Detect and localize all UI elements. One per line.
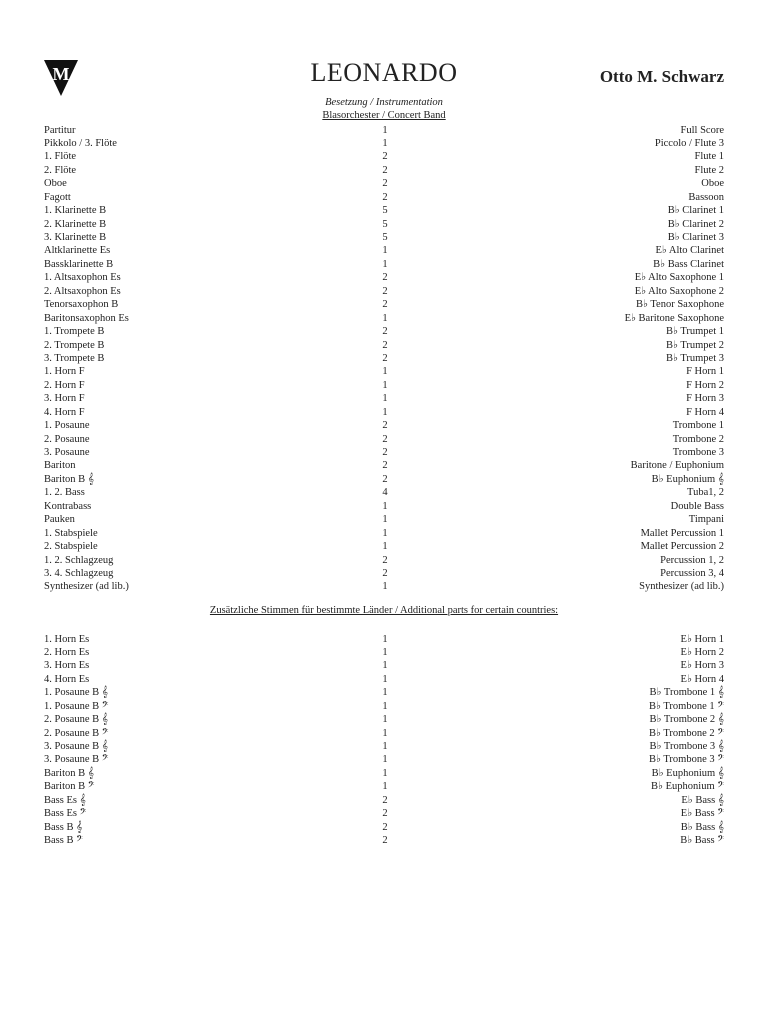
part-name-german: 1. Klarinette B	[44, 205, 107, 217]
part-quantity: 1	[382, 727, 388, 739]
part-quantity: 1	[382, 646, 388, 658]
part-name-english: B♭ Trumpet 2	[665, 339, 724, 351]
part-quantity: 1	[382, 781, 388, 793]
part-row	[44, 567, 724, 580]
part-name-german: 2. Horn Es	[44, 646, 90, 658]
part-row	[44, 834, 724, 847]
part-name-german: Bariton B 𝄢	[44, 781, 95, 793]
part-row	[44, 459, 724, 472]
part-row	[44, 554, 724, 567]
part-name-german: 1. Horn Es	[44, 633, 90, 645]
part-name-german: Tenorsaxophon B	[44, 299, 119, 311]
part-row	[44, 244, 724, 257]
part-name-english: Timpani	[688, 514, 724, 526]
part-row	[44, 794, 724, 807]
part-row	[44, 713, 724, 726]
part-row	[44, 646, 724, 659]
part-row	[44, 150, 724, 163]
part-name-german: Baritonsaxophon Es	[44, 312, 129, 324]
part-name-german: 2. Trompete B	[44, 339, 105, 351]
part-name-english: Oboe	[701, 178, 724, 190]
part-quantity: 5	[382, 205, 388, 217]
part-name-english: F Horn 3	[686, 393, 724, 405]
part-quantity: 2	[382, 299, 388, 311]
part-name-english: Bassoon	[688, 191, 724, 203]
part-name-german: 1. Posaune	[44, 420, 90, 432]
part-quantity: 1	[382, 245, 388, 257]
part-quantity: 1	[382, 633, 388, 645]
part-row	[44, 513, 724, 526]
ensemble-label: Blasorchester / Concert Band	[322, 110, 446, 121]
part-quantity: 5	[382, 218, 388, 230]
part-name-german: Fagott	[44, 191, 71, 203]
part-name-german: Oboe	[44, 178, 67, 190]
part-quantity: 2	[382, 808, 388, 820]
part-name-german: 2. Posaune B 𝄞	[44, 714, 108, 726]
part-quantity: 4	[382, 487, 388, 499]
part-quantity: 1	[382, 660, 388, 672]
part-quantity: 2	[382, 352, 388, 364]
part-name-english: B♭ Trombone 2 𝄢	[648, 727, 724, 739]
part-quantity: 1	[382, 500, 388, 512]
part-name-english: B♭ Euphonium 𝄢	[651, 781, 724, 793]
part-row	[44, 392, 724, 405]
part-row	[44, 580, 724, 593]
part-name-german: 3. Posaune	[44, 447, 90, 458]
part-row	[44, 419, 724, 432]
part-row	[44, 527, 724, 540]
part-quantity: 1	[382, 581, 388, 593]
part-quantity: 1	[382, 741, 388, 752]
part-name-german: Pauken	[44, 514, 75, 526]
part-quantity: 2	[382, 151, 388, 163]
part-name-english: Trombone 1	[672, 420, 724, 432]
composer-name: Otto M. Schwarz	[599, 67, 724, 86]
part-quantity: 1	[382, 406, 388, 418]
part-name-german: Bariton	[44, 460, 76, 472]
part-row	[44, 446, 724, 459]
part-quantity: 2	[382, 554, 388, 566]
part-quantity: 2	[382, 272, 388, 284]
part-quantity: 2	[382, 164, 388, 176]
part-quantity: 1	[382, 541, 388, 553]
part-quantity: 2	[382, 794, 388, 806]
part-row	[44, 780, 724, 793]
part-quantity: 1	[382, 258, 388, 270]
part-quantity: 1	[382, 767, 388, 779]
part-name-german: 1. Altsaxophon Es	[44, 272, 121, 284]
part-name-german: Kontrabass	[44, 500, 92, 512]
part-name-german: 3. Horn Es	[44, 660, 90, 672]
part-name-german: Bass Es 𝄞	[44, 794, 86, 806]
part-row	[44, 137, 724, 150]
part-name-german: 4. Horn Es	[44, 673, 90, 685]
part-row	[44, 271, 724, 284]
part-row	[44, 258, 724, 271]
part-row	[44, 339, 724, 352]
part-quantity: 2	[382, 447, 388, 458]
part-quantity: 2	[382, 473, 388, 485]
part-name-english: Trombone 2	[672, 433, 724, 445]
part-name-english: Percussion 3, 4	[660, 567, 724, 579]
part-quantity: 1	[382, 527, 388, 539]
part-name-german: 3. Klarinette B	[44, 232, 107, 243]
part-name-english: E♭ Alto Clarinet	[655, 245, 724, 257]
part-name-german: Partitur	[44, 124, 76, 136]
part-quantity: 1	[382, 514, 388, 526]
part-name-german: 2. Posaune B 𝄢	[44, 727, 109, 739]
part-row	[44, 204, 724, 217]
part-row	[44, 807, 724, 820]
part-row	[44, 325, 724, 338]
part-row	[44, 821, 724, 834]
part-name-german: Bassklarinette B	[44, 258, 114, 270]
part-row	[44, 753, 724, 766]
part-quantity: 1	[382, 673, 388, 685]
part-name-english: Trombone 3	[672, 447, 724, 458]
part-row	[44, 767, 724, 780]
part-quantity: 1	[382, 124, 388, 136]
part-name-english: Synthesizer (ad lib.)	[639, 581, 724, 593]
part-name-german: 1. Horn F	[44, 366, 85, 378]
part-quantity: 1	[382, 687, 388, 699]
part-quantity: 1	[382, 137, 388, 149]
part-name-english: Flute 2	[694, 164, 724, 176]
part-row	[44, 433, 724, 446]
part-row	[44, 740, 724, 753]
part-name-german: 3. Posaune B 𝄞	[44, 741, 108, 752]
part-quantity: 2	[382, 821, 388, 833]
part-name-english: Baritone / Euphonium	[630, 460, 724, 472]
part-name-english: E♭ Horn 1	[680, 633, 724, 645]
part-name-german: 2. Stabspiele	[44, 541, 98, 553]
part-name-english: Mallet Percussion 2	[640, 541, 724, 553]
part-quantity: 5	[382, 232, 388, 243]
part-name-german: Bass B 𝄢	[44, 835, 83, 847]
additional-parts-table	[44, 633, 724, 848]
part-row	[44, 124, 724, 137]
part-quantity: 1	[382, 754, 388, 766]
part-name-english: B♭ Trumpet 3	[665, 352, 724, 364]
part-name-german: Bass B 𝄞	[44, 821, 83, 833]
part-name-english: E♭ Horn 4	[680, 673, 724, 685]
part-row	[44, 285, 724, 298]
part-name-german: Bariton B 𝄞	[44, 767, 94, 779]
part-row	[44, 700, 724, 713]
svg-text:M: M	[52, 64, 70, 84]
part-name-german: 1. Trompete B	[44, 326, 105, 338]
part-name-english: E♭ Horn 3	[680, 660, 724, 672]
part-name-german: 1. Flöte	[44, 151, 77, 163]
part-quantity: 2	[382, 835, 388, 847]
part-name-english: E♭ Bass 𝄞	[681, 794, 724, 806]
part-name-english: B♭ Bass Clarinet	[653, 258, 724, 270]
part-row	[44, 633, 724, 646]
part-quantity: 2	[382, 460, 388, 472]
part-row	[44, 379, 724, 392]
part-name-english: B♭ Euphonium 𝄞	[651, 767, 724, 779]
part-name-english: E♭ Bass 𝄢	[680, 808, 724, 820]
part-row	[44, 500, 724, 513]
part-name-english: B♭ Clarinet 1	[667, 205, 724, 217]
part-row	[44, 312, 724, 325]
part-name-english: B♭ Trombone 3 𝄢	[648, 754, 724, 766]
part-quantity: 2	[382, 420, 388, 432]
part-quantity: 1	[382, 714, 388, 726]
part-quantity: 2	[382, 285, 388, 297]
part-name-english: B♭ Tenor Saxophone	[635, 299, 724, 311]
part-name-english: B♭ Euphonium 𝄞	[651, 473, 724, 485]
part-name-german: 3. Posaune B 𝄢	[44, 754, 109, 766]
part-name-german: Bass Es 𝄢	[44, 808, 87, 820]
part-row	[44, 673, 724, 686]
part-name-english: B♭ Bass 𝄢	[680, 835, 724, 847]
part-name-german: 3. Horn F	[44, 393, 85, 405]
part-name-german: 2. Horn F	[44, 379, 85, 391]
part-row	[44, 231, 724, 244]
part-quantity: 1	[382, 379, 388, 391]
part-name-german: 2. Klarinette B	[44, 218, 107, 230]
instrumentation-label: Besetzung / Instrumentation	[325, 97, 443, 108]
part-row	[44, 365, 724, 378]
part-quantity: 2	[382, 191, 388, 203]
main-parts-table	[44, 124, 724, 594]
part-row	[44, 164, 724, 177]
part-row	[44, 540, 724, 553]
part-name-english: B♭ Clarinet 2	[667, 218, 724, 230]
part-name-german: 2. Posaune	[44, 433, 90, 445]
part-quantity: 1	[382, 393, 388, 405]
part-name-german: 2. Altsaxophon Es	[44, 285, 121, 297]
part-name-german: 3. Trompete B	[44, 352, 105, 364]
part-name-german: 2. Flöte	[44, 164, 77, 176]
part-name-german: Synthesizer (ad lib.)	[44, 581, 129, 593]
part-quantity: 1	[382, 312, 388, 324]
part-name-english: Percussion 1, 2	[660, 554, 724, 566]
part-name-english: B♭ Trombone 1 𝄢	[648, 700, 724, 712]
part-name-german: 4. Horn F	[44, 406, 85, 418]
part-quantity: 2	[382, 567, 388, 579]
part-quantity: 2	[382, 339, 388, 351]
part-name-english: E♭ Baritone Saxophone	[624, 312, 724, 324]
part-name-english: Flute 1	[694, 151, 724, 163]
part-row	[44, 486, 724, 499]
part-name-german: 1. Stabspiele	[44, 527, 98, 539]
part-row	[44, 218, 724, 231]
part-name-english: E♭ Alto Saxophone 2	[634, 285, 724, 297]
part-row	[44, 352, 724, 365]
part-name-english: Double Bass	[670, 500, 724, 512]
part-name-german: 1. Posaune B 𝄢	[44, 700, 109, 712]
piece-title: LEONARDO	[310, 58, 458, 87]
part-name-english: E♭ Horn 2	[680, 646, 724, 658]
part-quantity: 2	[382, 326, 388, 338]
part-name-german: Pikkolo / 3. Flöte	[44, 137, 117, 149]
part-row	[44, 406, 724, 419]
part-quantity: 1	[382, 700, 388, 712]
part-name-english: F Horn 4	[686, 406, 724, 418]
part-row	[44, 473, 724, 486]
part-name-english: B♭ Trombone 2 𝄞	[649, 714, 724, 726]
part-name-german: 1. 2. Schlagzeug	[44, 554, 114, 566]
part-row	[44, 298, 724, 311]
part-name-german: Altklarinette Es	[44, 245, 111, 257]
part-name-english: Piccolo / Flute 3	[654, 137, 724, 149]
part-name-english: E♭ Alto Saxophone 1	[634, 272, 724, 284]
part-row	[44, 659, 724, 672]
part-row	[44, 727, 724, 740]
part-quantity: 1	[382, 366, 388, 378]
part-name-english: B♭ Bass 𝄞	[680, 821, 724, 833]
part-name-english: Full Score	[680, 124, 724, 136]
additional-parts-heading: Zusätzliche Stimmen für bestimmte Länder / Additional parts for certain countries:	[209, 605, 559, 616]
part-row	[44, 686, 724, 699]
part-name-english: F Horn 2	[686, 379, 724, 391]
part-quantity: 2	[382, 178, 388, 190]
part-name-english: Mallet Percussion 1	[640, 527, 724, 539]
part-name-english: B♭ Trombone 3 𝄞	[649, 741, 724, 752]
part-row	[44, 177, 724, 190]
part-name-german: Bariton B 𝄞	[44, 473, 94, 485]
part-name-english: F Horn 1	[686, 366, 724, 378]
part-name-german: 1. Posaune B 𝄞	[44, 687, 108, 699]
part-name-german: 3. 4. Schlagzeug	[44, 567, 114, 579]
part-row	[44, 191, 724, 204]
part-name-english: B♭ Clarinet 3	[667, 232, 724, 243]
part-name-german: 1. 2. Bass	[44, 487, 85, 499]
part-name-english: B♭ Trumpet 1	[665, 326, 724, 338]
part-name-english: B♭ Trombone 1 𝄞	[649, 687, 724, 699]
part-quantity: 2	[382, 433, 388, 445]
part-name-english: Tuba1, 2	[687, 487, 724, 499]
